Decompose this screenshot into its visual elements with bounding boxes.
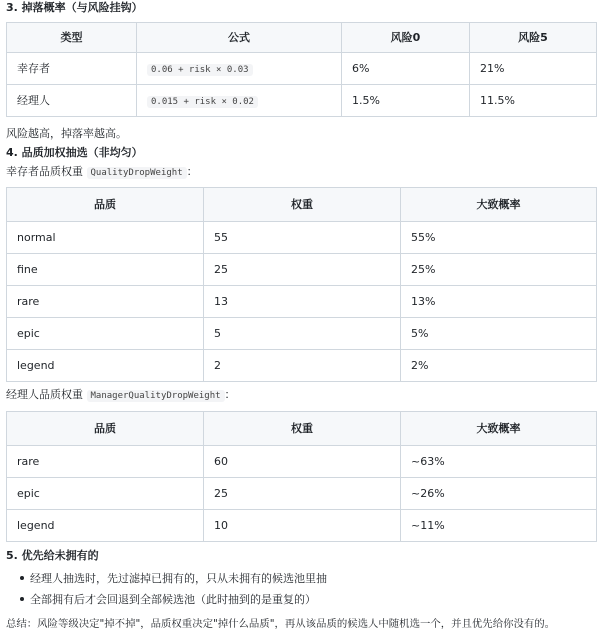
manager-weight-code: ManagerQualityDropWeight — [87, 390, 225, 402]
list-item: 全部拥有后才会回退到全部候选池（此时抽到的是重复的） — [20, 589, 327, 610]
column-header: 权重 — [204, 412, 401, 446]
table-row — [7, 53, 597, 85]
table-header-row — [7, 412, 597, 446]
column-header: 公式 — [137, 23, 342, 53]
table-row — [7, 350, 597, 382]
drop-rate-table — [6, 22, 597, 117]
column-header: 权重 — [204, 188, 401, 222]
formula-cell — [137, 53, 342, 85]
table-cell: fine — [7, 254, 204, 286]
table-cell: 10 — [204, 510, 401, 542]
section-3-heading: 3. 掉落概率（与风险挂钩） — [6, 1, 143, 14]
table-cell: legend — [7, 350, 204, 382]
section-4-heading: 4. 品质加权抽选（非均匀） — [6, 146, 143, 159]
column-header: 风险5 — [470, 23, 597, 53]
column-header: 大致概率 — [401, 412, 597, 446]
table-cell: 25 — [204, 254, 401, 286]
table-row — [7, 254, 597, 286]
table-row — [7, 446, 597, 478]
formula-code: 0.015 + risk × 0.02 — [147, 96, 258, 108]
survivor-quality-table — [6, 187, 597, 382]
table-cell: 2% — [401, 350, 597, 382]
table-cell: ~26% — [401, 478, 597, 510]
table-row — [7, 222, 597, 254]
table-cell: 25% — [401, 254, 597, 286]
table-cell: 25 — [204, 478, 401, 510]
colon: ： — [186, 165, 198, 178]
table-row — [7, 510, 597, 542]
column-header: 类型 — [7, 23, 137, 53]
section-5-heading: 5. 优先给未拥有的 — [6, 549, 99, 562]
column-header: 大致概率 — [401, 188, 597, 222]
table-cell: 5 — [204, 318, 401, 350]
survivor-weight-label — [6, 164, 198, 180]
table-header-row — [7, 23, 597, 53]
table-cell: 11.5% — [470, 85, 597, 117]
manager-quality-table — [6, 411, 597, 542]
table-row — [7, 85, 597, 117]
risk-note: 风险越高，掉落率越高。 — [6, 127, 127, 140]
column-header: 品质 — [7, 412, 204, 446]
table-cell: 13 — [204, 286, 401, 318]
manager-weight-text: 经理人品质权重 — [6, 388, 83, 401]
table-cell: 60 — [204, 446, 401, 478]
survivor-weight-code: QualityDropWeight — [87, 167, 187, 179]
list-item: 经理人抽选时，先过滤掉已拥有的，只从未拥有的候选池里抽 — [20, 568, 327, 589]
table-header-row — [7, 188, 597, 222]
table-cell: 13% — [401, 286, 597, 318]
table-cell: 经理人 — [7, 85, 137, 117]
table-cell: 55% — [401, 222, 597, 254]
table-row — [7, 478, 597, 510]
table-cell: rare — [7, 286, 204, 318]
colon: ： — [224, 388, 236, 401]
table-cell: 1.5% — [342, 85, 470, 117]
table-row — [7, 286, 597, 318]
table-cell: rare — [7, 446, 204, 478]
formula-code: 0.06 + risk × 0.03 — [147, 64, 253, 76]
column-header: 风险0 — [342, 23, 470, 53]
table-cell: ~11% — [401, 510, 597, 542]
table-cell: ~63% — [401, 446, 597, 478]
table-cell: legend — [7, 510, 204, 542]
table-cell: 21% — [470, 53, 597, 85]
table-cell: 5% — [401, 318, 597, 350]
table-cell: epic — [7, 318, 204, 350]
survivor-weight-text: 幸存者品质权重 — [6, 165, 83, 178]
table-cell: 幸存者 — [7, 53, 137, 85]
table-cell: 55 — [204, 222, 401, 254]
table-row — [7, 318, 597, 350]
table-cell: 2 — [204, 350, 401, 382]
table-cell: 6% — [342, 53, 470, 85]
bullet-list — [6, 568, 327, 610]
manager-weight-label — [6, 387, 236, 403]
formula-cell — [137, 85, 342, 117]
column-header: 品质 — [7, 188, 204, 222]
table-cell: normal — [7, 222, 204, 254]
table-cell: epic — [7, 478, 204, 510]
summary-text: 总结：风险等级决定"掉不掉"，品质权重决定"掉什么品质"，再从该品质的候选人中随机选一个，并且优先给你没有的。 — [6, 618, 556, 630]
